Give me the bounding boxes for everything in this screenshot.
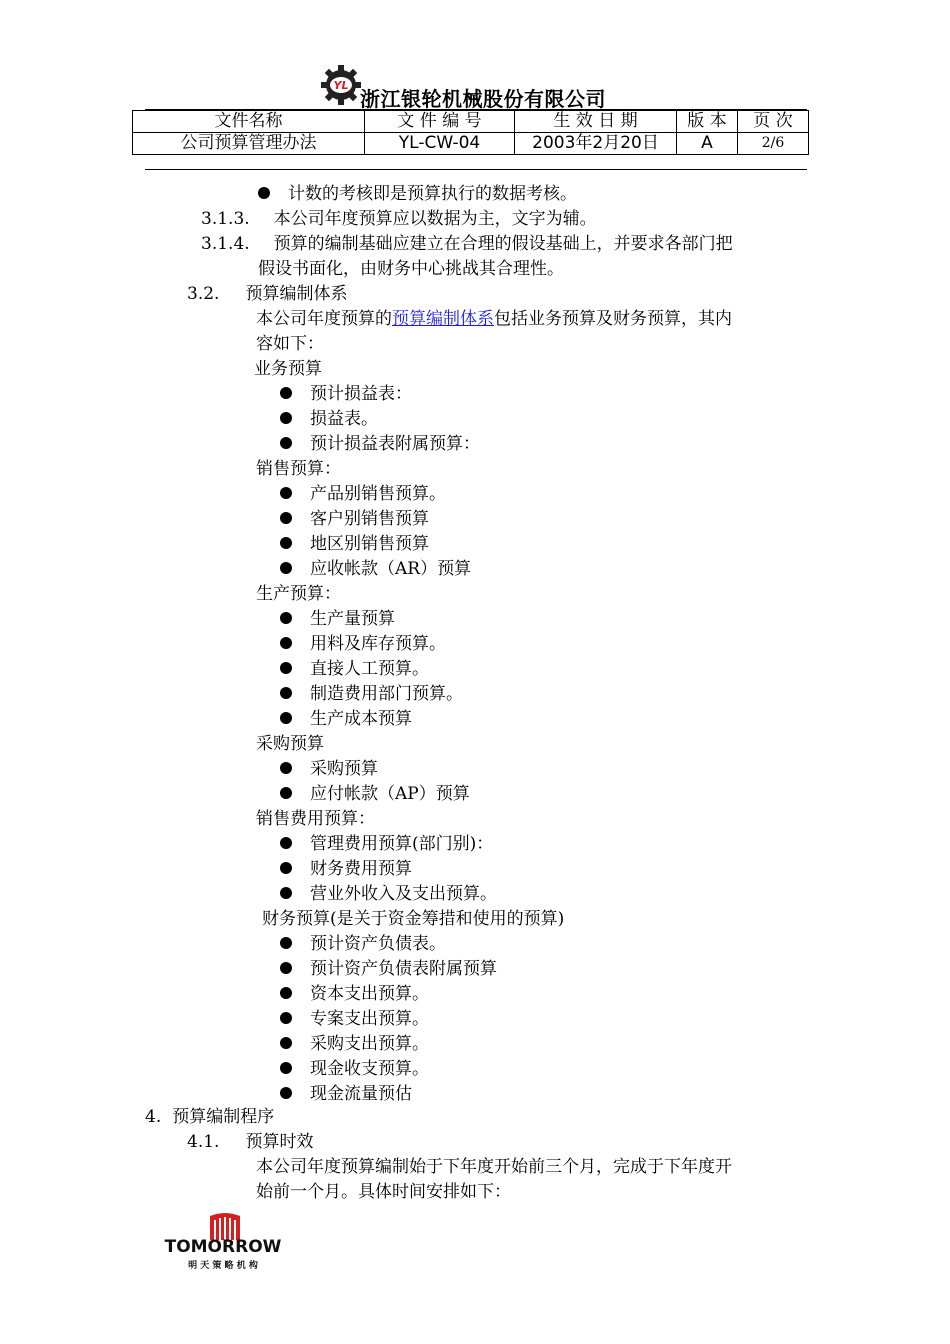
bullet-item: 应付帐款（AP）预算 — [280, 783, 470, 805]
bullet-item: 计数的考核即是预算执行的数据考核。 — [258, 183, 577, 205]
bullet-item: 现金收支预算。 — [280, 1058, 429, 1080]
section-4-1-heading: 4.1. 预算时效 — [187, 1132, 314, 1152]
bullet-icon — [280, 787, 292, 799]
bullet-item: 营业外收入及支出预算。 — [280, 883, 497, 905]
meta-col-code: 文 件 编 号 — [365, 111, 515, 133]
bullet-icon — [280, 1037, 292, 1049]
meta-value-row — [133, 133, 809, 155]
bullet-icon — [280, 837, 292, 849]
group-sales-budget: 销售预算： — [256, 459, 341, 479]
bullet-icon — [280, 712, 292, 724]
bullet-item: 采购支出预算。 — [280, 1033, 429, 1055]
footer-brand-text: TOMORROW — [164, 1237, 282, 1257]
bullet-icon — [280, 487, 292, 499]
bullet-icon — [280, 562, 292, 574]
bullet-item: 管理费用预算(部门别)： — [280, 833, 493, 855]
group-business-budget: 业务预算 — [254, 359, 322, 379]
bullet-icon — [280, 537, 292, 549]
bullet-icon — [280, 687, 292, 699]
budget-system-link[interactable]: 预算编制体系 — [392, 309, 494, 329]
svg-text:YL: YL — [333, 79, 349, 92]
group-production-budget: 生产预算： — [256, 584, 341, 604]
bullet-icon — [280, 662, 292, 674]
bullet-icon — [280, 862, 292, 874]
section-3-2-heading: 3.2. 预算编制体系 — [187, 284, 348, 304]
meta-val-date: 2003年2月20日 — [515, 133, 677, 155]
bullet-item: 生产成本预算 — [280, 708, 412, 730]
document-meta-table — [132, 110, 809, 155]
bullet-icon — [280, 1062, 292, 1074]
bullet-icon — [258, 187, 270, 199]
bullet-item: 制造费用部门预算。 — [280, 683, 463, 705]
group-purchase-budget: 采购预算 — [256, 734, 324, 754]
bullet-item: 损益表。 — [280, 408, 378, 430]
bullet-item: 预计资产负债表附属预算 — [280, 958, 497, 980]
group-financial-budget: 财务预算(是关于资金筹措和使用的预算) — [262, 909, 565, 929]
bullet-item: 专案支出预算。 — [280, 1008, 429, 1030]
bullet-item: 地区别销售预算 — [280, 533, 429, 555]
clause-3-1-3: 3.1.3. 本公司年度预算应以数据为主，文字为辅。 — [201, 209, 597, 229]
group-sales-expense-budget: 销售费用预算： — [256, 809, 375, 829]
company-gear-logo — [320, 64, 362, 106]
bullet-item: 预计资产负债表。 — [280, 933, 446, 955]
bullet-item: 应收帐款（AR）预算 — [280, 558, 471, 580]
meta-val-code: YL-CW-04 — [365, 133, 515, 155]
section-3-2-paragraph: 本公司年度预算的预算编制体系包括业务预算及财务预算，其内 — [256, 309, 732, 329]
bullet-item: 产品别销售预算。 — [280, 483, 446, 505]
bullet-item: 客户别销售预算 — [280, 508, 429, 530]
bullet-icon — [280, 987, 292, 999]
clause-3-1-4: 3.1.4. 预算的编制基础应建立在合理的假设基础上，并要求各部门把 — [201, 234, 733, 254]
bullet-icon — [280, 437, 292, 449]
footer-brand-cn: 明 天 策 略 机 构 — [188, 1261, 258, 1271]
bullet-icon — [280, 1087, 292, 1099]
meta-col-version: 版 本 — [677, 111, 738, 133]
bullet-item: 现金流量预估 — [280, 1083, 412, 1105]
company-name: 浙江银轮机械股份有限公司 — [360, 87, 606, 111]
header-rule-bottom — [145, 169, 807, 170]
meta-col-name: 文件名称 — [133, 111, 365, 133]
meta-col-date: 生 效 日 期 — [515, 111, 677, 133]
bullet-item: 生产量预算 — [280, 608, 395, 630]
bullet-icon — [280, 512, 292, 524]
bullet-icon — [280, 1012, 292, 1024]
section-3-2-paragraph-cont: 容如下： — [256, 334, 324, 354]
bullet-icon — [280, 387, 292, 399]
meta-val-version: A — [677, 133, 738, 155]
bullet-item: 用料及库存预算。 — [280, 633, 446, 655]
bullet-icon — [280, 637, 292, 649]
bullet-icon — [280, 762, 292, 774]
meta-header-row — [133, 111, 809, 133]
bullet-icon — [280, 962, 292, 974]
bullet-icon — [280, 412, 292, 424]
bullet-item: 预计损益表： — [280, 383, 412, 405]
bullet-item: 采购预算 — [280, 758, 378, 780]
meta-col-page: 页 次 — [738, 111, 809, 133]
section-4-1-paragraph: 本公司年度预算编制始于下年度开始前三个月，完成于下年度开 — [256, 1157, 732, 1177]
meta-val-page: 2/6 — [738, 133, 809, 155]
bullet-item: 财务费用预算 — [280, 858, 412, 880]
bullet-item: 资本支出预算。 — [280, 983, 429, 1005]
section-4-heading: 4. 预算编制程序 — [145, 1107, 275, 1127]
clause-3-1-4-cont: 假设书面化，由财务中心挑战其合理性。 — [258, 259, 564, 279]
bullet-icon — [280, 887, 292, 899]
meta-val-name: 公司预算管理办法 — [133, 133, 365, 155]
tomorrow-brand-logo — [142, 1212, 304, 1274]
section-4-1-paragraph-cont: 始前一个月。具体时间安排如下： — [256, 1182, 511, 1202]
bullet-icon — [280, 612, 292, 624]
bullet-item: 预计损益表附属预算： — [280, 433, 480, 455]
bullet-item: 直接人工预算。 — [280, 658, 429, 680]
bullet-icon — [280, 937, 292, 949]
